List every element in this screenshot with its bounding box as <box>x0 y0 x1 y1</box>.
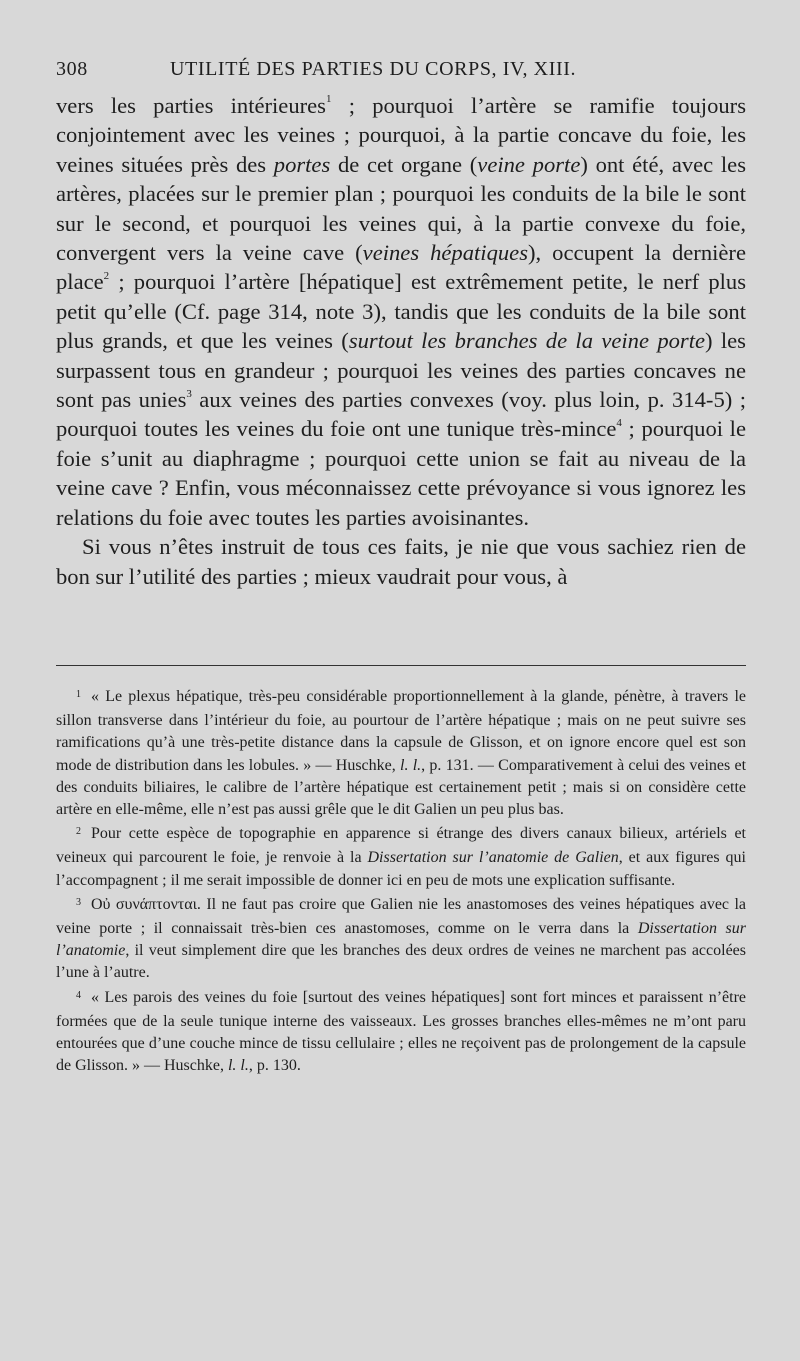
footnote-number: 1 <box>76 689 81 700</box>
text-run: ), occupent la dernière place <box>56 240 746 295</box>
footnote-ref-1[interactable]: 1 <box>325 93 332 106</box>
footnote-ref-2[interactable]: 2 <box>103 269 110 282</box>
italic-run: l. l. <box>400 756 422 774</box>
footnote-4 <box>56 987 746 1078</box>
text-run: ; pourquoi l’artère se ramifie toujours conjointement avec les veines ; pourquoi, à la partie concave du foie, les veines situées près des <box>56 93 746 177</box>
page-number: 308 <box>56 58 88 80</box>
paragraph-1 <box>56 91 746 532</box>
text-run: ) ont été, avec les artères, placées sur le premier plan ; pourquoi les conduits de la bile le sont sur le second, et pourquoi les veines qui, à la partie convexe du foie, convergent vers la veine cave ( <box>56 151 747 266</box>
text-run: , p. 131. — Comparativement à celui des veines et des conduits biliaires, le calibre de l’artère hépatique est certainement petit ; mais si on considère cette artère en elle-même, elle n’est pas aussi grêle que le dit Galien un peu plus bas. <box>56 756 747 819</box>
text-run: vers les parties intérieures <box>56 93 326 118</box>
paragraph-2: Si vous n’êtes instruit de tous ces faits, je nie que vous sachiez rien de bon sur l’utilité des parties ; mieux vaudrait pour vous, à <box>56 534 746 589</box>
italic-run: l. l. <box>227 1057 249 1075</box>
italic-run: veines hépatiques <box>362 240 528 266</box>
footnote-1 <box>56 686 746 821</box>
running-title: UTILITÉ DES PARTIES DU CORPS, IV, XIII. <box>170 58 577 80</box>
italic-run: veine porte <box>477 151 581 177</box>
footnotes <box>56 686 746 1079</box>
footnote-ref-3[interactable]: 3 <box>186 387 192 400</box>
text-run: ; pourquoi l’artère [hépatique] est extrêmement petite, le nerf plus petit qu’elle (Cf. page 314, note 3), tandis que les conduits de la bile sont plus grands, et que les veines ( <box>56 269 746 354</box>
footnote-ref-4[interactable]: 4 <box>616 416 622 429</box>
italic-run: portes <box>273 151 331 177</box>
footnote-number: 3 <box>76 896 81 908</box>
main-text <box>56 91 746 591</box>
text-run: Pour cette espèce de topographie en apparence si étrange des divers canaux bilieux, artériels et veineux qui parcourent le foie, je renvoie à la <box>56 825 746 867</box>
footnote-number: 2 <box>76 826 81 838</box>
italic-run: Dissertation sur l’anatomie <box>56 920 747 960</box>
text-run: ) les surpassent tous en grandeur ; pourquoi les veines des parties concaves ne sont pas unies <box>56 328 746 413</box>
footnote-2 <box>56 823 746 892</box>
text-run: « Les parois des veines du foie [surtout des veines hépatiques] sont fort minces et paraissent n’être formées que de la seule tunique interne des vaisseaux. Les grosses branches elles-mêmes ne m’ont paru entourées que d’une couche mince de tissu cellulaire ; elles ne reçoivent pas de prolongement de la capsule de Glisson. » — Huschke, <box>56 988 746 1075</box>
text-run: aux veines des parties convexes (voy. plus loin, p. 314-5) ; pourquoi toutes les veines du foie ont une tunique très-mince <box>56 387 746 442</box>
running-head <box>56 58 746 88</box>
text-run: de cet organe ( <box>330 151 478 177</box>
italic-run: Dissertation sur l’anatomie de Galien <box>367 849 619 867</box>
text-run: Οὐ συνάπτονται. Il ne faut pas croire que Galien nie les anastomoses des veines hépatiques avec la veine porte ; il connaissait très-bien ces anastomoses, comme on le verra dans la <box>56 895 746 938</box>
text-run: , p. 130. <box>248 1057 301 1075</box>
italic-run: surtout les branches de la veine porte <box>348 328 706 354</box>
footnote-3 <box>56 894 746 985</box>
text-run: , et aux figures qui l’accompagnent ; il me serait impossible de donner ici en peu de mots une explication suffisante. <box>56 849 746 889</box>
footnote-number: 4 <box>76 989 81 1001</box>
footnote-divider <box>56 665 746 666</box>
text-run: « Le plexus hépatique, très-peu considérable proportionnellement à la glande, pénètre, à travers le sillon transverse dans l’intérieur du foie, au pourtour de l’artère hépatique ; mais on ne peut suivre ses ramifications qu’à une très-petite distance dans la capsule de Glisson, et on ignore encore quel est son mode de distribution dans les lobules. » — Huschke, <box>56 688 746 774</box>
text-run: ; pourquoi le foie s’unit au diaphragme ; pourquoi cette union se fait au niveau de la veine cave ? Enfin, vous méconnaissez cette prévoyance si vous ignorez les relations du foie avec toutes les parties avoisinantes. <box>56 416 746 530</box>
text-run: , il veut simplement dire que les branches des deux ordres de veines ne marchent pas accolées l’une à l’autre. <box>56 942 746 982</box>
